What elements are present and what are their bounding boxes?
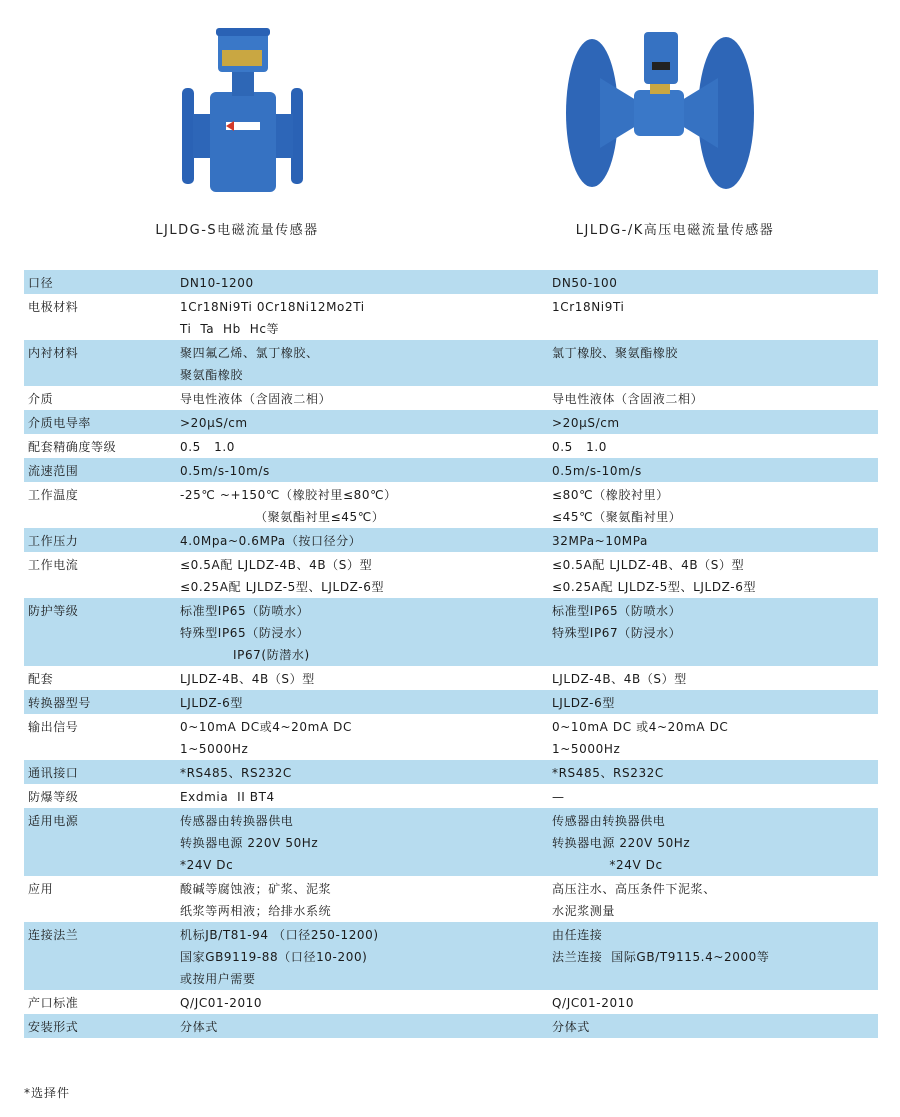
spec-value-line: 法兰连接 国际GB/T9115.4~2000等	[552, 950, 770, 964]
spec-table	[24, 270, 878, 1038]
spec-row	[24, 482, 878, 528]
spec-row	[24, 598, 878, 666]
spec-value-s	[168, 340, 540, 386]
spec-label: 工作压力	[24, 528, 168, 552]
spec-value-line: *24V Dc	[552, 858, 663, 872]
spec-value-line: >20μS/cm	[552, 416, 620, 430]
footnote: *选择件	[24, 1086, 71, 1100]
spec-value-k	[540, 598, 878, 666]
flowmeter-k-image	[450, 18, 900, 208]
spec-label: 配套	[28, 672, 54, 686]
spec-value-line: 0.5 1.0	[180, 440, 236, 454]
spec-value-line: 分体式	[180, 1020, 218, 1034]
spec-value-k	[540, 458, 878, 482]
spec-value-s	[168, 482, 540, 528]
spec-value-k	[540, 876, 878, 922]
spec-row	[24, 1014, 878, 1038]
spec-label: 内衬材料	[24, 340, 168, 386]
spec-row	[24, 294, 878, 340]
spec-value-k	[540, 714, 878, 760]
spec-value-k	[540, 294, 878, 340]
spec-value-line: *24V Dc	[180, 858, 234, 872]
spec-value-k	[540, 760, 878, 784]
spec-value-k	[540, 434, 878, 458]
spec-value-s	[168, 434, 540, 458]
spec-value-k	[540, 690, 878, 714]
spec-value-s	[168, 598, 540, 666]
spec-row	[24, 458, 878, 482]
spec-value-line: 1Cr18Ni9Ti 0Cr18Ni12Mo2Ti	[180, 300, 365, 314]
spec-value-line: 传感器由转换器供电	[552, 814, 666, 828]
spec-value-line: —	[552, 790, 565, 804]
spec-value-s	[168, 784, 540, 808]
spec-row	[24, 808, 878, 876]
spec-value-line: 0~10mA DC 或4~20mA DC	[552, 720, 729, 734]
spec-label: 工作电流	[28, 558, 79, 572]
spec-row	[24, 760, 878, 784]
spec-row	[24, 528, 878, 552]
spec-value-k	[540, 410, 878, 434]
spec-row	[24, 922, 878, 990]
spec-label: 电极材料	[28, 300, 79, 314]
spec-value-s	[168, 666, 540, 690]
spec-value-line: 特殊型IP65（防浸水）	[180, 626, 310, 640]
spec-value-line: 特殊型IP67（防浸水）	[552, 626, 682, 640]
spec-value-s	[168, 876, 540, 922]
spec-label: 适用电源	[24, 808, 168, 876]
spec-value-line: 纸浆等两相液；给排水系统	[180, 904, 332, 918]
spec-value-line: 水泥浆测量	[552, 904, 616, 918]
spec-value-line: 32MPa~10MPa	[552, 534, 649, 548]
spec-value-line: Exdmia II BT4	[180, 790, 275, 804]
spec-value-line: Ti Ta Hb Hc等	[180, 322, 280, 336]
spec-label: 连接法兰	[24, 922, 168, 990]
spec-value-s	[168, 760, 540, 784]
spec-value-line: 聚氨酯橡胶	[180, 368, 244, 382]
spec-value-k	[540, 784, 878, 808]
spec-value-line: ≤0.5A配 LJLDZ-4B、4B（S）型	[180, 558, 373, 572]
spec-row	[24, 876, 878, 922]
product-ljldg-k	[450, 0, 900, 250]
spec-value-line: （聚氨酯衬里≤45℃）	[180, 510, 385, 524]
spec-label: 流速范围	[24, 458, 168, 482]
spec-value-line: *RS485、RS232C	[180, 766, 292, 780]
spec-value-line: 机标JB/T81-94 （口径250-1200)	[180, 928, 379, 942]
spec-label: 工作温度	[28, 488, 79, 502]
product-photos	[0, 0, 900, 250]
spec-value-s	[168, 458, 540, 482]
spec-value-s	[168, 714, 540, 760]
spec-value-k	[540, 922, 878, 990]
spec-row	[24, 434, 878, 458]
spec-row	[24, 690, 878, 714]
spec-value-s	[168, 690, 540, 714]
spec-value-line: 0.5 1.0	[552, 440, 608, 454]
spec-label: 防护等级	[24, 598, 168, 666]
spec-label: 输出信号	[28, 720, 79, 734]
spec-value-line: *RS485、RS232C	[552, 766, 664, 780]
spec-label: 安装形式	[24, 1014, 168, 1038]
spec-value-line: 传感器由转换器供电	[180, 814, 294, 828]
spec-value-k	[540, 340, 878, 386]
spec-label: 防爆等级	[28, 790, 79, 804]
spec-row	[24, 666, 878, 690]
spec-label: 配套精确度等级	[28, 440, 117, 454]
spec-value-k	[540, 552, 878, 598]
spec-value-s	[168, 1014, 540, 1038]
spec-value-line: 导电性液体（含固液二相）	[552, 392, 704, 406]
spec-label: 产口标准	[28, 996, 79, 1010]
spec-value-k	[540, 666, 878, 690]
spec-value-line: 高压注水、高压条件下泥浆、	[552, 882, 716, 896]
spec-value-line: 1Cr18Ni9Ti	[552, 300, 625, 314]
spec-value-line: 0.5m/s-10m/s	[552, 464, 642, 478]
spec-row	[24, 270, 878, 294]
spec-value-s	[168, 552, 540, 598]
spec-value-line: LJLDZ-4B、4B（S）型	[552, 672, 687, 686]
spec-value-line: 导电性液体（含固液二相）	[180, 392, 332, 406]
spec-row	[24, 340, 878, 386]
spec-value-line: >20μS/cm	[180, 416, 248, 430]
spec-value-s	[168, 922, 540, 990]
spec-value-line: LJLDZ-6型	[180, 696, 243, 710]
spec-value-s	[168, 386, 540, 410]
spec-label: 口径	[24, 270, 168, 294]
spec-value-line: DN10-1200	[180, 276, 254, 290]
spec-row	[24, 714, 878, 760]
spec-value-line: 氯丁橡胶、聚氨酯橡胶	[552, 346, 679, 360]
spec-value-line: 或按用户需要	[180, 972, 256, 986]
spec-value-line: LJLDZ-6型	[552, 696, 615, 710]
spec-value-line: -25℃ ~+150℃（橡胶衬里≤80℃）	[180, 488, 397, 502]
spec-value-line: 1~5000Hz	[180, 742, 249, 756]
spec-value-line: 国家GB9119-88（口径10-200)	[180, 950, 368, 964]
spec-row	[24, 784, 878, 808]
spec-value-line: 0.5m/s-10m/s	[180, 464, 270, 478]
spec-label: 介质电导率	[24, 410, 168, 434]
spec-value-line: ≤80℃（橡胶衬里）	[552, 488, 669, 502]
spec-value-s	[168, 808, 540, 876]
spec-value-line: 标准型IP65（防喷水）	[552, 604, 682, 618]
spec-value-line: ≤0.25A配 LJLDZ-5型、LJLDZ-6型	[552, 580, 757, 594]
spec-value-line: IP67(防潜水)	[180, 648, 310, 662]
spec-value-k	[540, 482, 878, 528]
spec-value-line: 0~10mA DC或4~20mA DC	[180, 720, 352, 734]
spec-value-line: 聚四氟乙烯、氯丁橡胶、	[180, 346, 319, 360]
spec-value-line: 4.0Mpa~0.6MPa（按口径分）	[180, 534, 362, 548]
spec-value-line: 由任连接	[552, 928, 603, 942]
spec-value-line: LJLDZ-4B、4B（S）型	[180, 672, 315, 686]
spec-value-line: Q/JC01-2010	[180, 996, 263, 1010]
product-ljldg-s	[12, 0, 462, 250]
spec-value-k	[540, 386, 878, 410]
spec-row	[24, 990, 878, 1014]
spec-value-s	[168, 990, 540, 1014]
spec-label: 转换器型号	[24, 690, 168, 714]
spec-row	[24, 410, 878, 434]
spec-value-s	[168, 294, 540, 340]
spec-value-line: 1~5000Hz	[552, 742, 621, 756]
spec-value-k	[540, 528, 878, 552]
spec-value-line: ≤45℃（聚氨酯衬里）	[552, 510, 682, 524]
spec-value-s	[168, 410, 540, 434]
spec-value-k	[540, 270, 878, 294]
spec-value-line: 分体式	[552, 1020, 590, 1034]
spec-value-k	[540, 990, 878, 1014]
product-caption: LJLDG-/K高压电磁流量传感器	[575, 223, 775, 238]
spec-value-line: 转换器电源 220V 50Hz	[180, 836, 319, 850]
spec-row	[24, 386, 878, 410]
spec-value-line: DN50-100	[552, 276, 618, 290]
spec-value-k	[540, 808, 878, 876]
spec-value-s	[168, 528, 540, 552]
spec-value-k	[540, 1014, 878, 1038]
spec-value-line: 标准型IP65（防喷水）	[180, 604, 310, 618]
spec-value-line: 酸碱等腐蚀液；矿浆、泥浆	[180, 882, 332, 896]
spec-value-s	[168, 270, 540, 294]
spec-label: 应用	[28, 882, 54, 896]
spec-value-line: Q/JC01-2010	[552, 996, 635, 1010]
spec-label: 介质	[28, 392, 54, 406]
spec-row	[24, 552, 878, 598]
spec-label: 通讯接口	[24, 760, 168, 784]
flowmeter-s-image	[12, 18, 462, 208]
product-caption: LJLDG-S电磁流量传感器	[155, 223, 319, 238]
spec-value-line: ≤0.25A配 LJLDZ-5型、LJLDZ-6型	[180, 580, 385, 594]
spec-value-line: 转换器电源 220V 50Hz	[552, 836, 691, 850]
spec-value-line: ≤0.5A配 LJLDZ-4B、4B（S）型	[552, 558, 745, 572]
